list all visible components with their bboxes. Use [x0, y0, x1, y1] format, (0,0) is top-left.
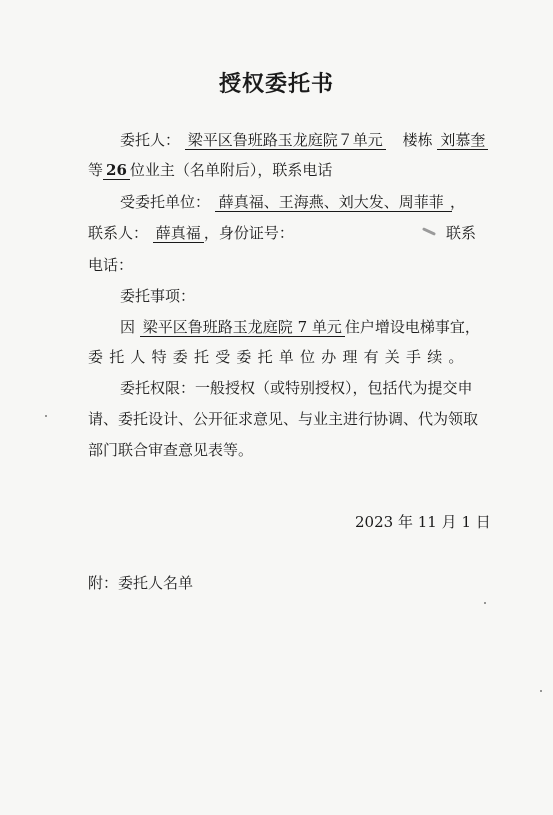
scan-speck: [45, 415, 47, 417]
scope-line-3: 部门联合审查意见表等。: [88, 441, 254, 459]
redaction-mark: [422, 227, 436, 236]
phone-label-2: 电话：: [88, 256, 134, 274]
scan-speck: [540, 690, 542, 692]
date-day: 1: [461, 513, 471, 531]
date-day-unit: 日: [475, 513, 491, 531]
principal-label: 委托人：: [120, 131, 181, 149]
signing-date: [355, 512, 491, 532]
agent-label: 受委托单位：: [120, 193, 211, 211]
scope-line-1: 委托权限：一般授权（或特别授权），包括代为提交申: [120, 379, 473, 397]
attachment-note: 附：委托人名单: [88, 574, 194, 592]
id-label: ，身份证号：: [203, 224, 294, 242]
contact-line: [88, 223, 294, 243]
date-year-unit: 年: [397, 513, 413, 531]
agent-names: 薛真福、王海燕、刘大发、周菲菲: [215, 193, 452, 212]
phone-label-1: 联系: [446, 224, 477, 242]
deng-text: 等: [88, 161, 104, 179]
owners-suffix: 位业主（名单附后），联系电话: [129, 161, 333, 179]
principal-line: [120, 130, 488, 150]
matter-label: 委托事项：: [120, 287, 196, 305]
contact-name: 薛真福: [153, 224, 204, 243]
scope-line-2: 请、委托设计、公开征求意见、与业主进行协调、代为领取: [88, 410, 479, 428]
matter-line-1: [120, 317, 480, 337]
date-month-unit: 月: [441, 513, 457, 531]
matter-line-2: 委托人特委托受委托单位办理有关手续。: [88, 348, 470, 366]
date-year: 2023: [355, 513, 394, 531]
contact-label: 联系人：: [88, 224, 149, 242]
owners-line: [88, 160, 332, 180]
matter-address: 梁平区鲁班路玉龙庭院 7 单元: [140, 318, 345, 337]
date-month: 11: [417, 513, 437, 531]
agent-line: [120, 192, 452, 212]
document-title: 授权委托书: [218, 71, 334, 97]
matter-suffix: 住户增设电梯事宜，: [344, 318, 480, 336]
agent-comma: ，: [450, 193, 466, 211]
matter-prefix: 因: [120, 318, 136, 336]
owner-count: 26: [103, 161, 130, 180]
scan-speck: [484, 602, 486, 604]
building-label: 楼栋: [402, 131, 433, 149]
principal-address: 梁平区鲁班路玉龙庭院７单元: [185, 131, 386, 150]
principal-name: 刘慕奎: [437, 131, 488, 150]
